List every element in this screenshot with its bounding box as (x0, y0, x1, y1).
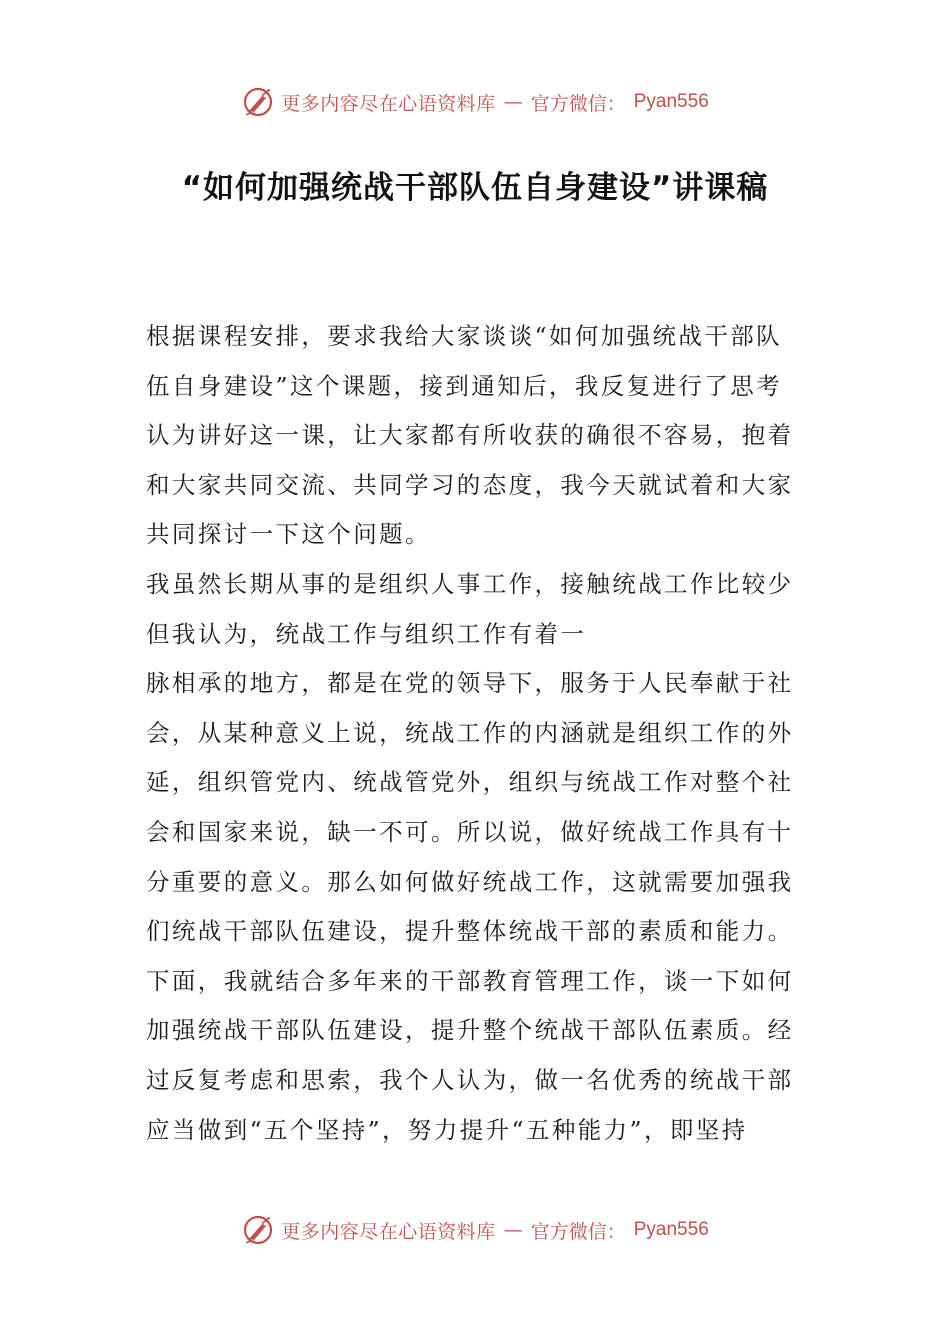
body-line: 过反复考虑和思索，我个人认为，做一名优秀的统战干部 (146, 1065, 794, 1094)
banner-separator: — (503, 91, 523, 113)
body-line: 认为讲好这一课，让大家都有所收获的确很不容易，抱着 (146, 421, 794, 450)
pen-nib-logo-icon (241, 1213, 275, 1247)
banner-brand-text: 更多内容尽在心语资料库 (281, 92, 496, 115)
body-line: 会和国家来说，缺一不可。所以说，做好统战工作具有十 (146, 817, 794, 846)
body-line: 根据课程安排，要求我给大家谈谈“如何加强统战干部队 (146, 322, 783, 350)
pen-nib-logo-icon (241, 85, 275, 119)
body-line: 我虽然长期从事的是组织人事工作，接触统战工作比较少 (146, 569, 794, 598)
body-line: 下面，我就结合多年来的干部教育管理工作，谈一下如何 (146, 966, 794, 995)
body-line: 但我认为，统战工作与组织工作有着一 (146, 619, 587, 648)
body-line: 们统战干部队伍建设，提升整体统战干部的素质和能力。 (146, 917, 794, 946)
banner-wechat-label: 官方微信： (530, 92, 626, 115)
footer-banner (0, 1210, 950, 1250)
banner-wechat-id: Pyan556 (633, 91, 709, 112)
banner-brand-text: 更多内容尽在心语资料库 (281, 1220, 496, 1243)
body-line: 共同探讨一下这个问题。 (146, 520, 431, 549)
body-line: 会，从某种意义上说，统战工作的内涵就是组织工作的外 (146, 718, 794, 747)
body-line: 分重要的意义。那么如何做好统战工作，这就需要加强我 (146, 867, 794, 896)
body-line: 和大家共同交流、共同学习的态度，我今天就试着和大家 (146, 470, 794, 499)
banner-wechat-label: 官方微信： (530, 1220, 626, 1243)
body-line: 应当做到“五个坚持”，努力提升“五种能力”，即坚持 (146, 1115, 748, 1144)
document-title: “如何加强统战干部队伍自身建设”讲课稿 (181, 170, 769, 206)
banner-separator: — (503, 1219, 523, 1241)
document-body (146, 312, 806, 1155)
body-line: 延，组织管党内、统战管党外，组织与统战工作对整个社 (146, 768, 794, 797)
body-line: 伍自身建设”这个课题，接到通知后，我反复进行了思考 (146, 371, 783, 400)
body-line: 脉相承的地方，都是在党的领导下，服务于人民奉献于社 (146, 669, 794, 698)
body-line: 加强统战干部队伍建设，提升整个统战干部队伍素质。经 (146, 1016, 794, 1045)
header-banner (0, 82, 950, 122)
banner-wechat-id: Pyan556 (633, 1219, 709, 1240)
